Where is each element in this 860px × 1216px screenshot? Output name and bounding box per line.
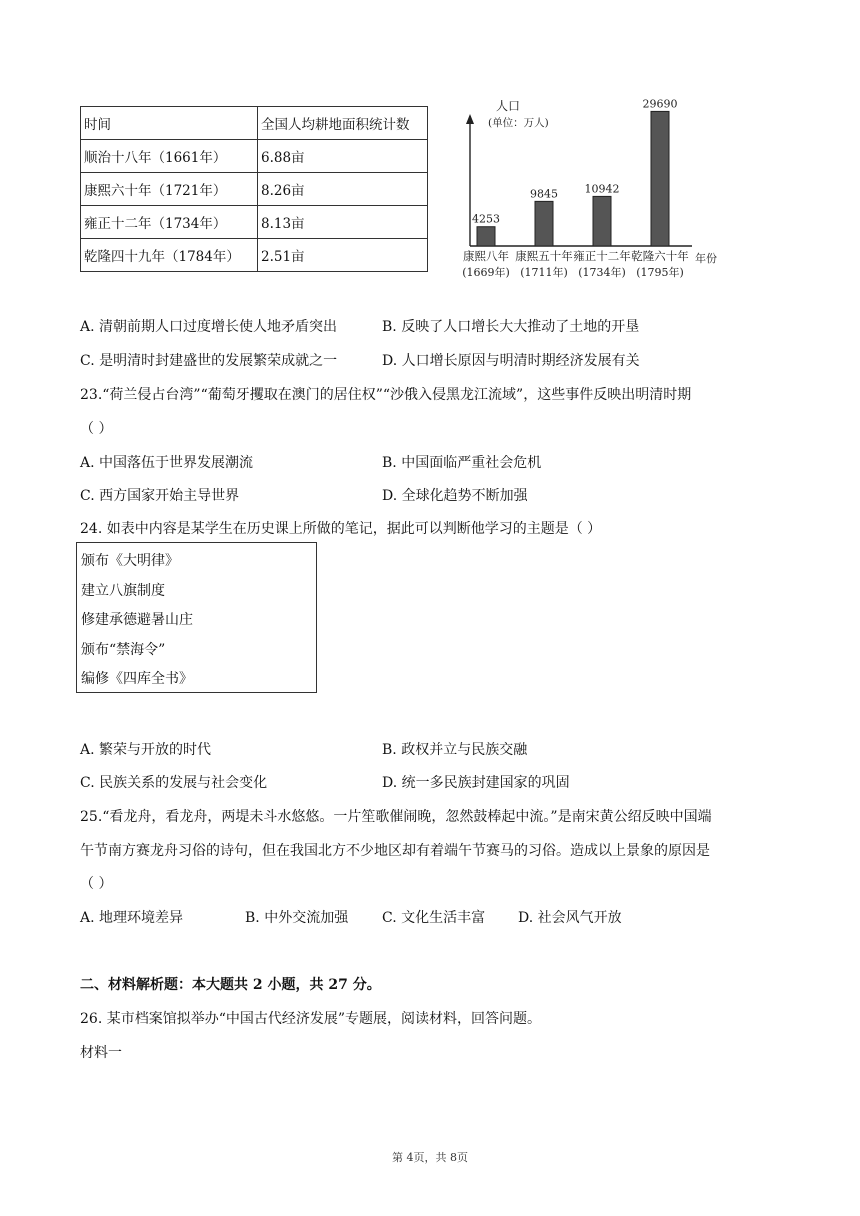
category-label: 乾隆六十年 <box>631 249 689 263</box>
q25-answer-paren: （ ） <box>80 876 113 892</box>
q23-option-b: B. 中国面临严重社会危机 <box>382 455 542 471</box>
q23-option-a: A. 中国落伍于世界发展潮流 <box>80 455 254 471</box>
q25-option-d: D. 社会风气开放 <box>518 910 622 926</box>
q24-option-d: D. 统一多民族封建国家的巩固 <box>382 775 570 791</box>
q24-option-a: A. 繁荣与开放的时代 <box>80 742 212 758</box>
table-cell: 2.51亩 <box>258 239 428 272</box>
category-label: 康熙八年 <box>463 249 509 263</box>
q24-stem: 24. 如表中内容是某学生在历史课上所做的笔记，据此可以判断他学习的主题是（ ） <box>80 521 602 537</box>
bar-value-label: 29690 <box>642 97 678 111</box>
q22-option-b: B. 反映了人口增长大大推动了土地的开垦 <box>382 319 640 335</box>
table-row <box>81 173 428 206</box>
table-cell: 顺治十八年（1661年） <box>81 140 258 173</box>
note-item: 修建承德避暑山庄 <box>81 612 193 629</box>
q23-stem: 23.“荷兰侵占台湾”“葡萄牙攫取在澳门的居住权”“沙俄入侵黑龙江流域”，这些事件反映出明清时期 <box>80 387 692 403</box>
table-cell: 6.88亩 <box>258 140 428 173</box>
note-item: 编修《四库全书》 <box>81 671 193 688</box>
table-cell: 康熙六十年（1721年） <box>81 173 258 206</box>
q22-option-a: A. 清朝前期人口过度增长使人地矛盾突出 <box>80 319 338 335</box>
table-row <box>81 239 428 272</box>
category-year-label: (1669年) <box>462 266 510 279</box>
note-item: 颁布“禁海令” <box>81 641 166 658</box>
table-row <box>81 206 428 239</box>
q22-option-d: D. 人口增长原因与明清时期经济发展有关 <box>382 353 640 369</box>
q23-option-d: D. 全球化趋势不断加强 <box>382 488 528 504</box>
bar <box>535 201 553 246</box>
q23-answer-paren: （ ） <box>80 421 113 437</box>
table-header-row <box>81 107 428 140</box>
q23-option-c: C. 西方国家开始主导世界 <box>80 488 240 504</box>
q25-option-c: C. 文化生活丰富 <box>382 910 486 926</box>
category-year-label: (1734年) <box>578 266 626 279</box>
q24-option-b: B. 政权并立与民族交融 <box>382 742 528 758</box>
bar-value-label: 9845 <box>530 187 558 201</box>
bar <box>651 111 669 246</box>
bar <box>477 227 495 246</box>
q25-stem-line2: 午节南方赛龙舟习俗的诗句，但在我国北方不少地区却有着端午节赛马的习俗。造成以上景象的原因是 <box>80 843 710 859</box>
q26-material-label: 材料一 <box>80 1045 122 1061</box>
bar-value-label: 4253 <box>472 212 500 226</box>
x-axis-label: 年份 <box>695 252 717 265</box>
y-axis-arrow-icon <box>466 114 474 124</box>
y-axis-unit: (单位：万人) <box>488 117 549 129</box>
table-cell: 8.13亩 <box>258 206 428 239</box>
note-item: 颁布《大明律》 <box>81 553 179 569</box>
section-heading: 二、材料解析题：本大题共 2 小题，共 27 分。 <box>80 977 381 993</box>
q22-option-c: C. 是明清时封建盛世的发展繁荣成就之一 <box>80 353 338 369</box>
category-year-label: (1795年) <box>636 266 684 279</box>
table-cell: 乾隆四十九年（1784年） <box>81 239 258 272</box>
table-header-cell: 时间 <box>81 107 258 140</box>
table-cell: 8.26亩 <box>258 173 428 206</box>
q26-stem: 26. 某市档案馆拟举办“中国古代经济发展”专题展，阅读材料，回答问题。 <box>80 1011 542 1027</box>
y-axis-label: 人口 <box>496 99 521 113</box>
category-label: 雍正十二年 <box>573 249 631 263</box>
bar <box>593 196 611 246</box>
q25-option-b: B. 中外交流加强 <box>245 910 349 926</box>
q24-option-c: C. 民族关系的发展与社会变化 <box>80 775 268 791</box>
category-year-label: (1711年) <box>520 266 568 279</box>
q25-stem-line1: 25.“看龙舟，看龙舟，两堤未斗水悠悠。一片笙歌催闹晚，忽然鼓棒起中流。”是南宋黄公绍反映中国端 <box>80 809 712 825</box>
population-bar-chart <box>452 94 722 286</box>
q25-option-a: A. 地理环境差异 <box>80 910 184 926</box>
page-footer: 第 4页，共 8页 <box>392 1151 468 1164</box>
table-row <box>81 140 428 173</box>
note-item: 建立八旗制度 <box>81 582 165 599</box>
farmland-table <box>80 106 428 272</box>
category-label: 康熙五十年 <box>515 249 573 263</box>
table-cell: 雍正十二年（1734年） <box>81 206 258 239</box>
table-header-cell: 全国人均耕地面积统计数 <box>258 107 428 140</box>
bar-value-label: 10942 <box>584 182 620 196</box>
notes-box <box>76 542 317 693</box>
